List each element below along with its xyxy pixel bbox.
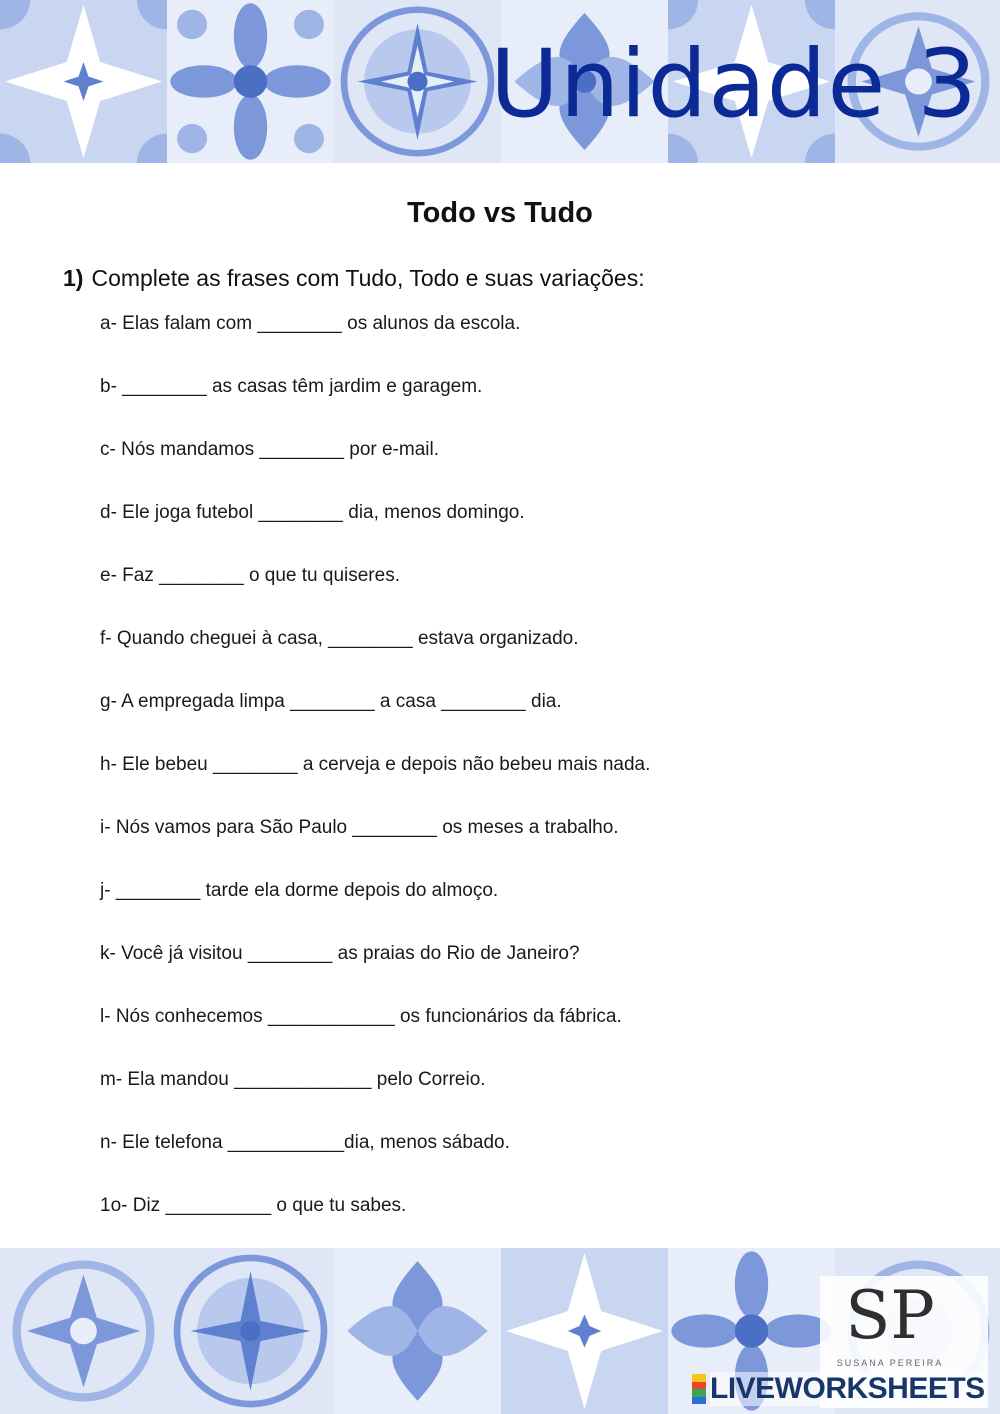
exercise-item-i: i- Nós vamos para São Paulo ________ os meses a trabalho. — [100, 817, 619, 838]
tile-flourish-icon — [167, 0, 334, 163]
exercise-item-e: e- Faz ________ o que tu quiseres. — [100, 565, 400, 586]
logo-name: SUSANA PEREIRA — [836, 1358, 944, 1368]
exercise-item-a: a- Elas falam com ________ os alunos da escola. — [100, 313, 521, 334]
tile-flourish-icon — [334, 1248, 501, 1414]
liveworksheets-brand — [692, 1372, 985, 1406]
tile-star-icon — [501, 1248, 668, 1414]
exercise-item-b: b- ________ as casas têm jardim e garagem. — [100, 376, 483, 397]
tile-star-icon — [0, 0, 167, 163]
tile-mandala-icon — [334, 0, 501, 163]
exercise-instruction — [63, 263, 645, 293]
logo-monogram: SP — [845, 1277, 935, 1354]
tile-mandala-icon — [0, 1248, 167, 1414]
tile-mandala-icon — [167, 1248, 334, 1414]
exercise-item-f: f- Quando cheguei à casa, ________ estava organizado. — [100, 628, 579, 649]
liveworksheets-badge-icon — [692, 1374, 706, 1404]
worksheet-title: Todo vs Tudo — [407, 197, 593, 229]
exercise-item-d: d- Ele joga futebol ________ dia, menos domingo. — [100, 502, 525, 523]
exercise-number: 1) — [63, 265, 84, 291]
exercise-list — [100, 309, 960, 1254]
unit-title: Unidade 3 — [490, 30, 978, 139]
instruction-text: Complete as frases com Tudo, Todo e suas variações: — [91, 265, 645, 291]
exercise-item-10: 1o- Diz __________ o que tu sabes. — [100, 1195, 407, 1216]
exercise-item-h: h- Ele bebeu ________ a cerveja e depois não bebeu mais nada. — [100, 754, 651, 775]
brand-name: LIVEWORKSHEETS — [710, 1372, 985, 1405]
exercise-item-m: m- Ela mandou _____________ pelo Correio. — [100, 1069, 486, 1090]
exercise-item-k: k- Você já visitou ________ as praias do Rio de Janeiro? — [100, 943, 580, 964]
exercise-item-g: g- A empregada limpa ________ a casa ________ dia. — [100, 691, 562, 712]
exercise-item-c: c- Nós mandamos ________ por e-mail. — [100, 439, 440, 460]
exercise-item-n: n- Ele telefona ___________dia, menos sábado. — [100, 1132, 510, 1153]
exercise-item-j: j- ________ tarde ela dorme depois do almoço. — [100, 880, 499, 901]
exercise-item-l: l- Nós conhecemos ____________ os funcionários da fábrica. — [100, 1006, 622, 1027]
